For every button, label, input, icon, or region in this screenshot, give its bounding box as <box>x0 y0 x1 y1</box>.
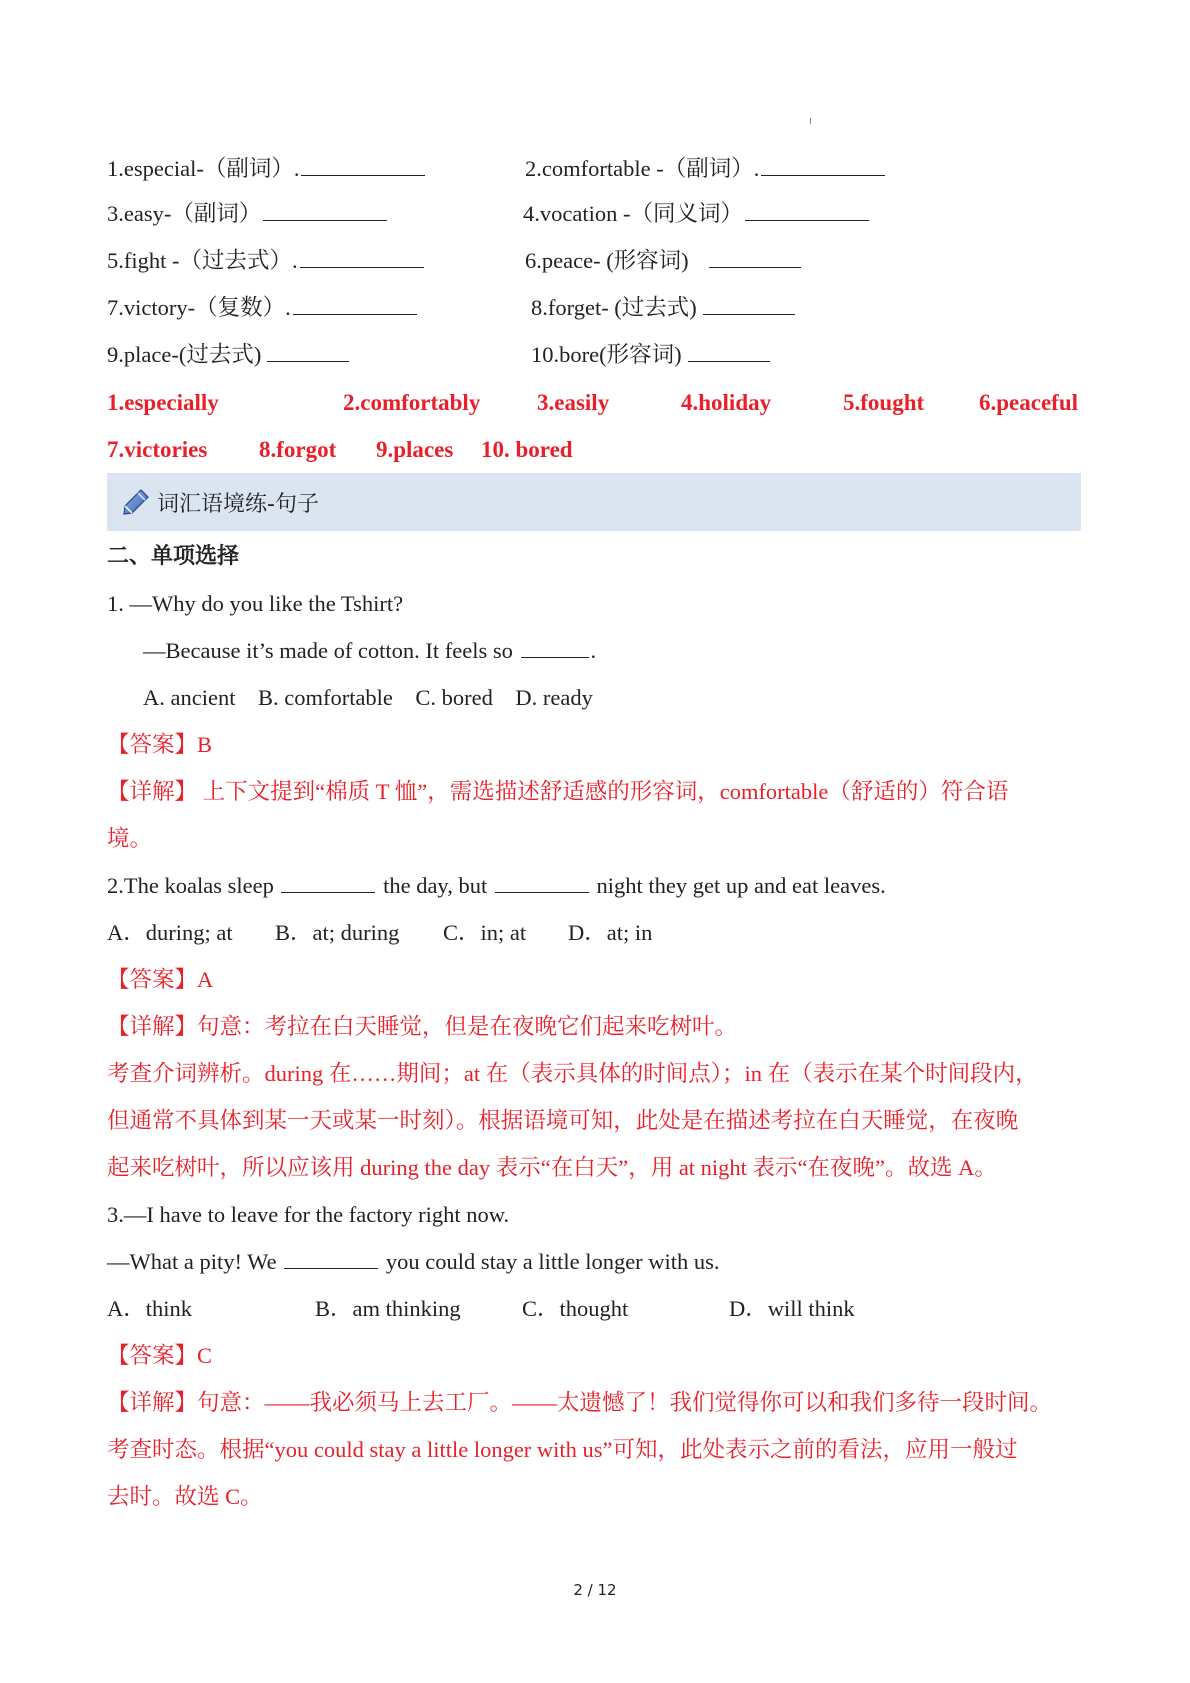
vocab-item-8: 8.forget- (过去式) <box>531 295 697 320</box>
vocab-answer: 3.easily <box>537 390 610 415</box>
q1-explanation-line1 <box>107 777 1008 807</box>
vocab-item-7: 7.victory-（复数）. <box>107 295 291 320</box>
q1-stem-line1: 1. —Why do you like the Tshirt? <box>107 591 404 616</box>
vocab-col2 <box>525 246 803 276</box>
vocab-row-3 <box>107 246 689 276</box>
section-heading: 二、单项选择 <box>107 544 240 569</box>
q3-option-b: B．am thinking <box>315 1296 461 1321</box>
vocab-answer: 10. bored <box>481 437 573 462</box>
page-number: 2 / 12 <box>573 1581 617 1599</box>
q3-stem-line1: 3.—I have to leave for the factory right now. <box>107 1202 510 1227</box>
q3-stem-line2 <box>107 1247 720 1277</box>
q2-answer: 【答案】A <box>107 967 214 992</box>
pencil-icon <box>121 487 151 517</box>
answer-blank <box>263 200 387 221</box>
section-title: 词汇语境练-句子 <box>157 491 319 517</box>
q1-options: A. ancient B. comfortable C. bored D. ready <box>143 685 593 710</box>
q2-option-c: C．in; at <box>443 920 527 945</box>
vocab-item-9: 9.place-(过去式) <box>107 342 262 367</box>
vocab-item-3: 3.easy-（副词） <box>107 201 262 226</box>
q3-option-c: C．thought <box>522 1296 629 1321</box>
vocab-answers-row-1 <box>0 388 1190 418</box>
vocab-item-1: 1.especial-（副词）. <box>107 156 300 181</box>
q3-option-d: D．will think <box>729 1296 855 1321</box>
vocab-answers-row-2 <box>0 435 1190 465</box>
vocab-answer: 7.victories <box>107 437 208 462</box>
q2-option-a: A．during; at <box>107 920 233 945</box>
q2-explanation-line2: 考查介词辨析。during 在……期间；at 在（表示具体的时间点）；in 在（表示在某个时间段内， <box>107 1061 1038 1086</box>
explain-label: 【详解】 <box>107 779 198 804</box>
vocab-answer: 4.holiday <box>681 390 772 415</box>
q1-answer: 【答案】B <box>107 732 213 757</box>
explain-text: 上下文提到“棉质 T 恤”，需选描述舒适感的形容词，comfortable（舒适的）符合语 <box>197 779 1009 804</box>
vocab-col2 <box>531 293 797 323</box>
vocab-answer: 8.forgot <box>259 437 337 462</box>
answer-blank <box>301 155 425 176</box>
vocab-answer: 1.especially <box>107 390 219 415</box>
answer-blank <box>300 247 424 268</box>
section-banner <box>107 473 1081 531</box>
answer-blank <box>745 200 869 221</box>
q2-stem <box>107 871 886 901</box>
q1-stem-text: —Because it’s made of cotton. It feels so <box>143 638 513 663</box>
answer-blank <box>761 155 885 176</box>
vocab-row-5 <box>107 340 682 370</box>
q3-option-a: A．think <box>107 1296 193 1321</box>
vocab-answer: 6.peaceful <box>979 390 1079 415</box>
q3-explanation-line1: 【详解】句意：——我必须马上去工厂。——太遗憾了！我们觉得你可以和我们多待一段时间。 <box>107 1390 1053 1415</box>
vocab-item-4: 4.vocation -（同义词） <box>523 201 743 226</box>
vocab-col2 <box>531 340 772 370</box>
q2-option-d: D．at; in <box>568 920 653 945</box>
vocab-item-5: 5.fight -（过去式）. <box>107 248 298 273</box>
vocab-answer: 5.fought <box>843 390 925 415</box>
q3-stem-text: you could stay a little longer with us. <box>385 1249 720 1274</box>
vocab-item-10: 10.bore(形容词) <box>531 342 682 367</box>
q2-stem-part: 2.The koalas sleep <box>107 873 274 898</box>
answer-blank <box>709 247 801 268</box>
vocab-item-6: 6.peace- (形容词) <box>525 248 689 273</box>
q1-stem-line2 <box>143 636 596 666</box>
vocab-item-2: 2.comfortable -（副词）. <box>525 156 760 181</box>
answer-blank <box>688 341 770 362</box>
answer-blank <box>521 637 589 658</box>
q2-options <box>107 918 807 948</box>
answer-blank <box>267 341 349 362</box>
answer-blank <box>495 872 589 893</box>
q3-explanation-line2: 考查时态。根据“you could stay a little longer with us”可知，此处表示之前的看法，应用一般过 <box>107 1437 1018 1462</box>
answer-blank <box>703 294 795 315</box>
page-mark <box>810 118 811 124</box>
vocab-row-1 <box>107 154 760 184</box>
vocab-col2 <box>523 199 871 229</box>
vocab-answer: 2.comfortably <box>343 390 481 415</box>
q3-explanation-line3: 去时。故选 C。 <box>107 1484 263 1509</box>
q1-explanation-line2: 境。 <box>107 826 153 851</box>
vocab-row-4 <box>107 293 697 323</box>
vocab-col2 <box>525 154 887 184</box>
answer-blank <box>281 872 375 893</box>
q2-stem-part: night they get up and eat leaves. <box>596 873 886 898</box>
q3-options <box>107 1294 907 1324</box>
q1-stem-end: . <box>590 638 597 663</box>
q3-answer: 【答案】C <box>107 1343 213 1368</box>
q2-explanation-line4: 起来吃树叶，所以应该用 during the day 表示“在白天”，用 at night 表示“在夜晚”。故选 A。 <box>107 1155 997 1180</box>
q3-stem-text: —What a pity! We <box>107 1249 277 1274</box>
answer-blank <box>284 1248 378 1269</box>
q2-stem-part: the day, but <box>383 873 488 898</box>
vocab-row-2 <box>107 199 743 229</box>
q2-option-b: B．at; during <box>275 920 400 945</box>
q2-explanation-line3: 但通常不具体到某一天或某一时刻）。根据语境可知，此处是在描述考拉在白天睡觉，在夜晚 <box>107 1108 1019 1133</box>
answer-blank <box>293 294 417 315</box>
q2-explanation-line1: 【详解】句意：考拉在白天睡觉，但是在夜晚它们起来吃树叶。 <box>107 1014 738 1039</box>
vocab-answer: 9.places <box>376 437 454 462</box>
